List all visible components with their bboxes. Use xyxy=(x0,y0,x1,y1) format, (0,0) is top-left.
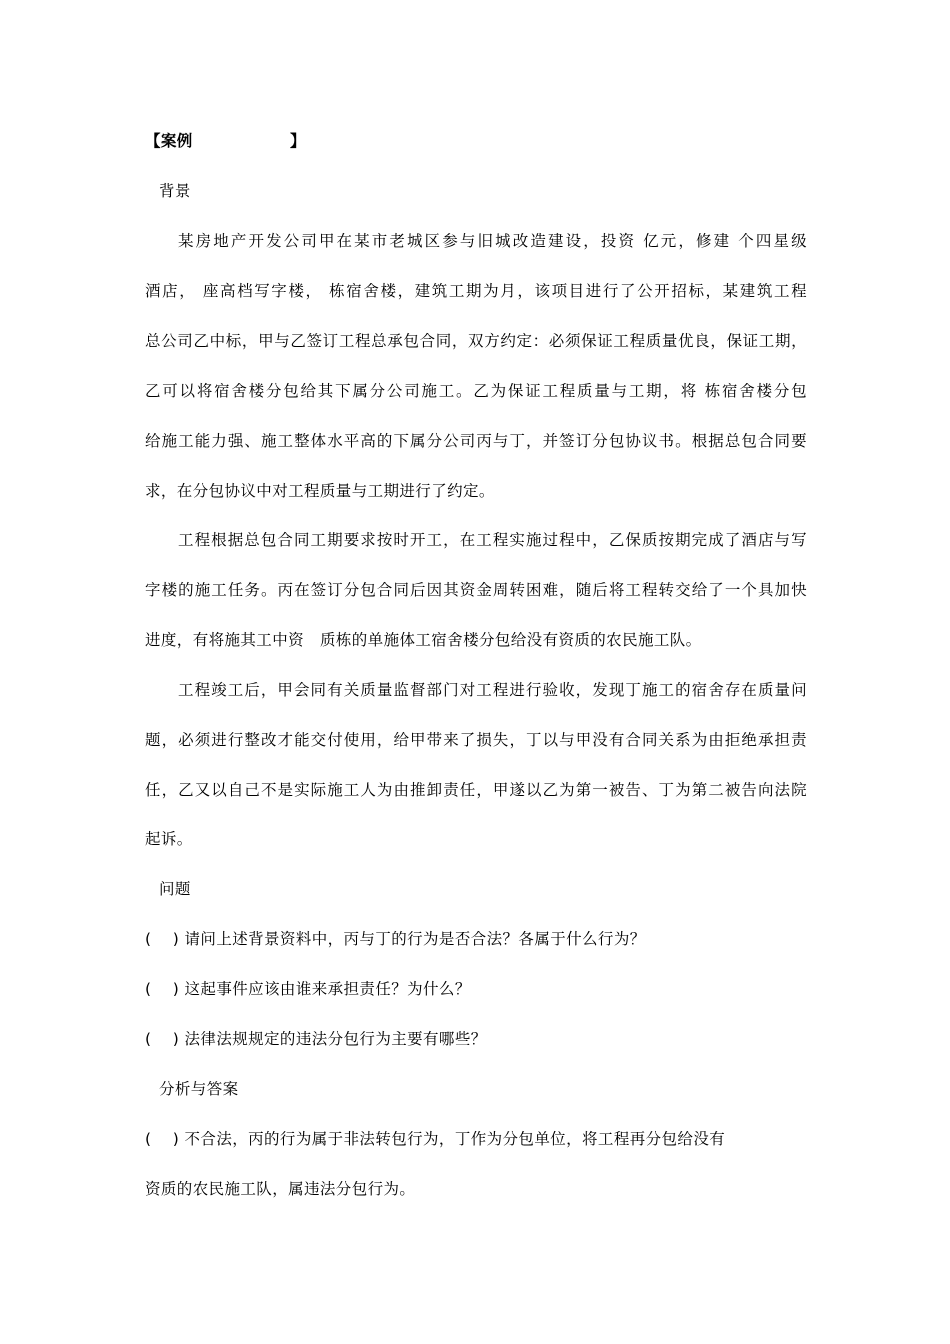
paragraph-line: 工程竣工后，甲会同有关质量监督部门对工程进行验收，发现丁施工的宿舍存在质量问 xyxy=(178,681,807,699)
paragraph-line: 总公司乙中标，甲与乙签订工程总承包合同，双方约定：必须保证工程质量优良，保证工期， xyxy=(145,332,807,350)
question-item: ( ) 这起事件应该由谁来承担责任？为什么？ xyxy=(145,980,471,998)
section-heading-background: 背景 xyxy=(159,182,191,200)
paragraph-line: 起诉。 xyxy=(145,830,193,848)
paragraph-line: 给施工能力强、施工整体水平高的下属分公司丙与丁，并签订分包协议书。根据总包合同要 xyxy=(145,432,807,450)
paragraph-line: 工程根据总包合同工期要求按时开工，在工程实施过程中，乙保质按期完成了酒店与写 xyxy=(178,531,807,549)
paragraph-line: 乙可以将宿舍楼分包给其下属分公司施工。乙为保证工程质量与工期，将 栋宿舍楼分包 xyxy=(145,382,807,400)
case-heading-close: 】 xyxy=(290,132,306,150)
answer-line: ( ) 不合法，丙的行为属于非法转包行为，丁作为分包单位，将工程再分包给没有 xyxy=(145,1130,726,1148)
answer-line: 资质的农民施工队，属违法分包行为。 xyxy=(145,1180,416,1198)
section-heading-analysis: 分析与答案 xyxy=(159,1080,239,1098)
paragraph-line: 任，乙又以自己不是实际施工人为由推卸责任，甲遂以乙为第一被告、丁为第二被告向法院 xyxy=(145,781,807,799)
question-item: ( ) 请问上述背景资料中，丙与丁的行为是否合法？各属于什么行为？ xyxy=(145,930,646,948)
section-heading-questions: 问题 xyxy=(159,880,191,898)
paragraph-line: 字楼的施工任务。丙在签订分包合同后因其资金周转困难，随后将工程转交给了一个具加快 xyxy=(145,581,807,599)
paragraph-line: 求，在分包协议中对工程质量与工期进行了约定。 xyxy=(145,482,495,500)
paragraph-line: 题，必须进行整改才能交付使用，给甲带来了损失，丁以与甲没有合同关系为由拒绝承担责 xyxy=(145,731,807,749)
paragraph-line: 进度，有将施其工中资 质栋的单施体工宿舍楼分包给没有资质的农民施工队。 xyxy=(145,631,702,649)
paragraph-line: 酒店， 座高档写字楼， 栋宿舍楼，建筑工期为月，该项目进行了公开招标，某建筑工程 xyxy=(145,282,807,300)
paragraph-line: 某房地产开发公司甲在某市老城区参与旧城改造建设，投资 亿元，修建 个四星级 xyxy=(178,232,807,250)
case-heading-open: 【案例 xyxy=(145,132,193,150)
question-item: ( ) 法律法规规定的违法分包行为主要有哪些？ xyxy=(145,1030,487,1048)
